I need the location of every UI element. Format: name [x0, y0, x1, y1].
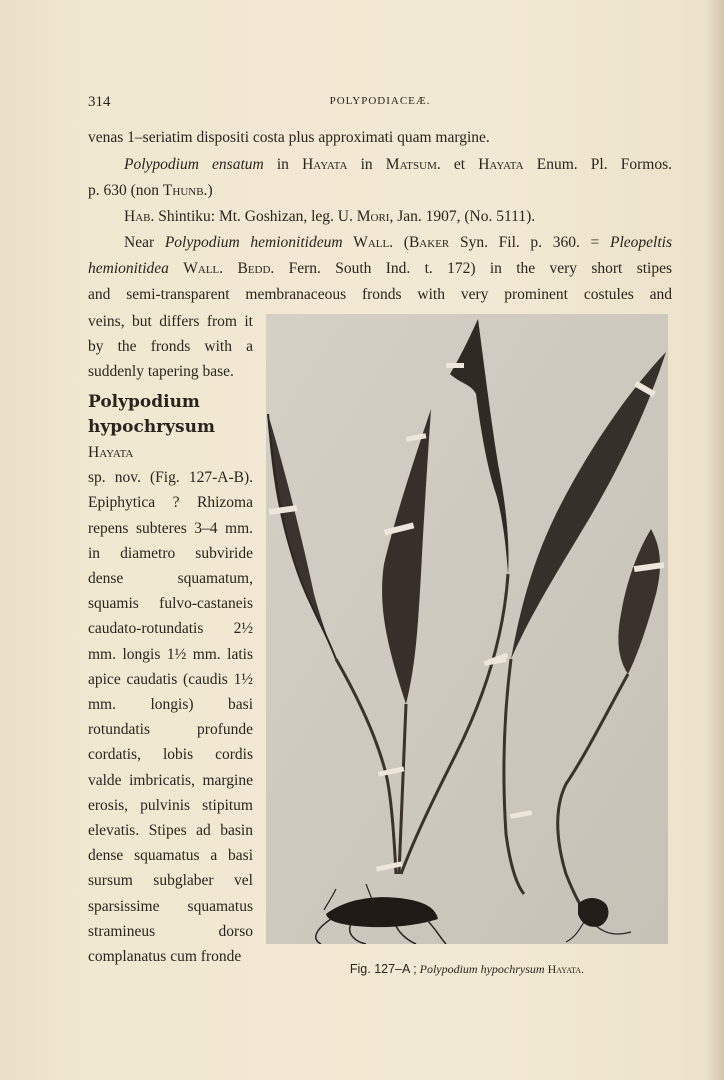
figure-label: Fig. 127–A ; [349, 962, 417, 976]
author-thunb: Thunb. [162, 182, 208, 199]
author-bedd: Bedd. [237, 260, 275, 277]
page-number: 314 [88, 94, 111, 110]
genus-pleopeltis: Pleopeltis [610, 234, 672, 251]
species-description: sp. nov. (Fig. 127-A-B). Epiphytica ? Rhizoma repens subteres 3–4 mm. in diametro subviride dense squamatum, squamis fulvo-castaneis caudato-rotundatis 2½ mm. longis 1½ mm. latis apice caudatis (caudis 1½ mm. longis) basi rotundatis profunde cordatis, lobis cordis valde imbricatis, margine erosis, pulvinis stipitum elevatis. Stipes ad basin dense squamatus a basi sursum subglaber vel sparsissime squamatus stramineus dorso complanatus cum fronde [88, 469, 253, 966]
new-species-heading [88, 390, 253, 466]
new-species-name: Polypodium hypochrysum [88, 391, 215, 437]
compared-species: Polypodium hemionitideum [164, 234, 343, 251]
text-line-1: venas 1–seriatim dispositi costa plus approximati quam margine. [88, 129, 490, 146]
comparison-line-3: and semi-transparent membranaceous fronds with very prominent costules and [88, 286, 672, 303]
running-head: POLYPODIACEÆ. [329, 95, 431, 107]
herbarium-photo [266, 314, 668, 944]
comparison-continuation: veins, but differs from it by the fronds with a suddenly tapering base. [88, 313, 253, 381]
figure-caption [266, 962, 668, 977]
fern-specimen-illustration [266, 314, 668, 944]
epithet-hemionitidea: hemionitidea [88, 260, 169, 277]
collector-name: Mori, [356, 208, 394, 225]
synonym-name: Polypodium ensatum [124, 156, 264, 173]
author-hayata: Hayata [302, 156, 348, 173]
author-baker: Baker [408, 234, 450, 251]
left-text-column [88, 309, 253, 969]
author-hayata-2: Hayata [478, 156, 524, 173]
synonym-line: Polypodium ensatum in Hayata in Matsum. et Hayata Enum. Pl. Formos. [124, 156, 672, 173]
author-matsum: Matsum. [385, 156, 441, 173]
author-wall-2: Wall. [183, 260, 224, 277]
author-wall: Wall. [353, 234, 394, 251]
habitat-label: Hab. [124, 208, 155, 225]
habitat-line: Hab. Shintiku: Mt. Goshizan, leg. U. Mori, Jan. 1907, (No. 5111). [124, 208, 536, 225]
comparison-line-2: hemionitidea Wall. Bedd. Fern. South Ind. t. 172) in the very short stipes [88, 260, 673, 277]
figure-author: Hayata. [547, 962, 585, 976]
new-species-author: Hayata [88, 444, 134, 462]
figure-species-name: Polypodium hypochrysum [419, 962, 545, 976]
page-edge-shadow [706, 0, 724, 1080]
page-header [88, 94, 672, 114]
comparison-line-1: Near Polypodium hemionitideum Wall. (Baker Syn. Fil. p. 360. = Pleopeltis [124, 234, 672, 251]
synonym-line-2: p. 630 (non Thunb.) [88, 182, 213, 199]
